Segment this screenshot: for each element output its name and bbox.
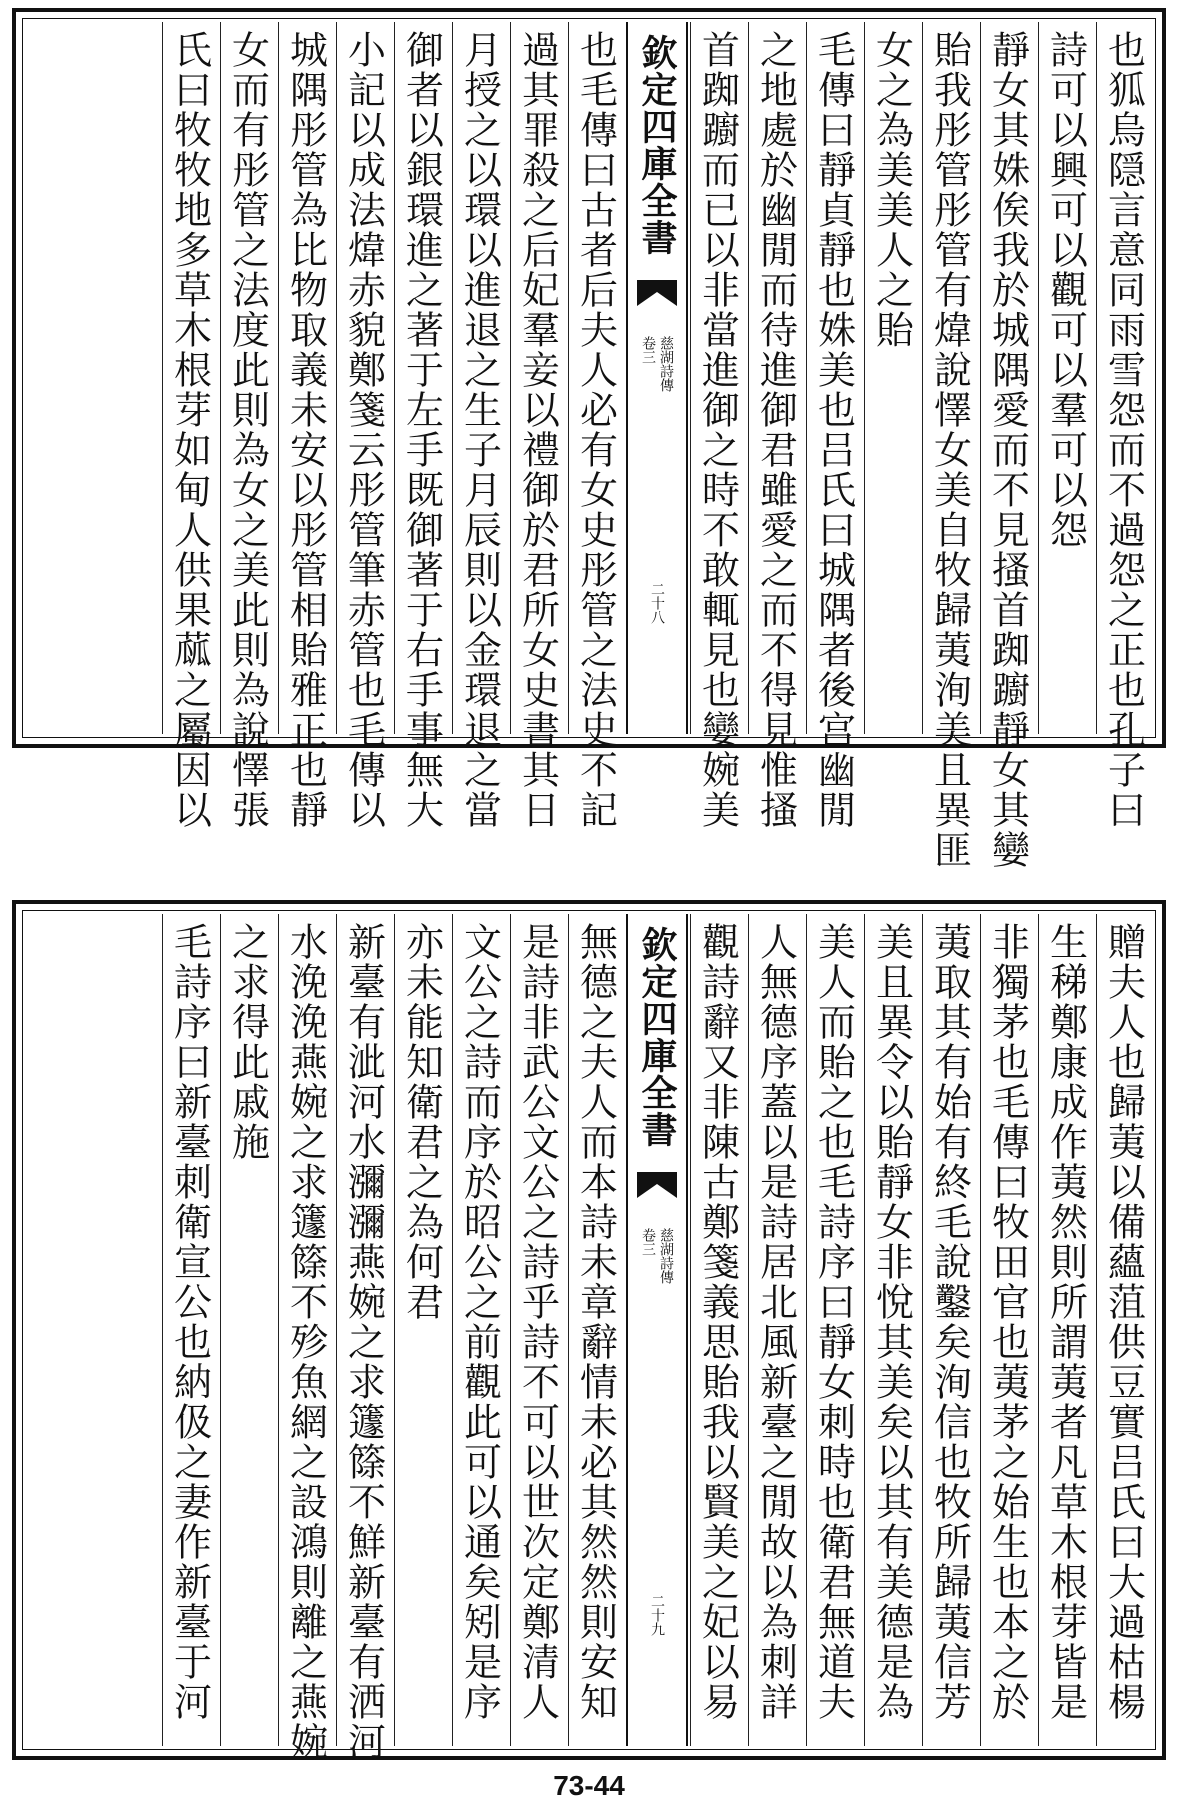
center-subtitle xyxy=(641,336,673,392)
text-column: 水浼浼燕婉之求籧篨不殄魚網之設鴻則離之燕婉 xyxy=(278,914,332,1746)
sub-title: 慈湖詩傳 xyxy=(658,1228,674,1284)
volume-label: 卷三 xyxy=(640,336,656,364)
text-column: 氏曰牧牧地多草木根芽如甸人供果蓏之屬因以 xyxy=(162,22,216,734)
text-column: 荑取其有始有終毛說鑿矣洵信也牧所歸荑信芳 xyxy=(922,914,976,1746)
text-column: 小記以成法煒赤貌鄭箋云彤管筆赤管也毛傳以 xyxy=(336,22,390,734)
text-column: 亦未能知衛君之為何君 xyxy=(394,914,448,1746)
text-column: 之求得此戚施 xyxy=(220,914,274,1746)
book-title: 欽定四庫全書 xyxy=(636,926,678,1148)
folio-number: 二十九 xyxy=(649,1594,665,1636)
center-subtitle xyxy=(641,1228,673,1284)
text-column: 詩可以興可以觀可以羣可以怨 xyxy=(1038,22,1092,734)
text-column: 人無德序蓋以是詩居北風新臺之閒故以為刺詳 xyxy=(748,914,802,1746)
text-column: 月授之以環以進退之生子月辰則以金環退之當 xyxy=(452,22,506,734)
text-column: 美且異令以貽靜女非悅其美矣以其有美德是為 xyxy=(864,914,918,1746)
text-column: 贈夫人也歸荑以備蘊菹供豆實吕氏曰大過枯楊 xyxy=(1096,914,1150,1746)
text-column: 城隅彤管為比物取義未安以彤管相貽雅正也靜 xyxy=(278,22,332,734)
bottom-page-half xyxy=(12,900,1166,1760)
center-band xyxy=(626,914,688,1746)
text-column: 無德之夫人而本詩未章辭情未必其然然則安知 xyxy=(568,914,622,1746)
fish-tail-ornament xyxy=(637,280,677,308)
text-column: 御者以銀環進之著于左手既御著于右手事無大 xyxy=(394,22,448,734)
top-page-half xyxy=(12,8,1166,870)
page-number: 73-44 xyxy=(553,1770,625,1801)
center-band xyxy=(626,22,688,734)
text-column: 美人而貽之也毛詩序曰靜女刺時也衛君無道夫 xyxy=(806,914,860,1746)
text-column: 女而有彤管之法度此則為女之美此則為說懌張 xyxy=(220,22,274,734)
text-column: 是詩非武公文公之詩乎詩不可以世次定鄭清人 xyxy=(510,914,564,1746)
text-column: 觀詩辭又非陳古鄭箋義思貽我以賢美之妃以易 xyxy=(690,914,744,1746)
text-column: 之地處於幽閒而待進御君雖愛之而不得見惟搔 xyxy=(748,22,802,734)
text-column: 也毛傳曰古者后夫人必有女史彤管之法史不記 xyxy=(568,22,622,734)
volume-label: 卷三 xyxy=(640,1228,656,1256)
sub-title: 慈湖詩傳 xyxy=(658,336,674,392)
text-column: 文公之詩而序於昭公之前觀此可以通矣矧是序 xyxy=(452,914,506,1746)
text-column: 女之為美美人之貽 xyxy=(864,22,918,734)
text-column: 新臺有泚河水瀰瀰燕婉之求籧篨不鮮新臺有洒河 xyxy=(336,914,390,1746)
text-column: 首踟躕而已以非當進御之時不敢輒見也孌婉美 xyxy=(690,22,744,734)
text-column: 也狐烏隠言意同雨雪怨而不過怨之正也孔子曰 xyxy=(1096,22,1150,734)
text-column: 過其罪殺之后妃羣妾以禮御於君所女史書其日 xyxy=(510,22,564,734)
book-title: 欽定四庫全書 xyxy=(636,34,678,256)
text-column: 靜女其姝俟我於城隅愛而不見搔首踟躕靜女其孌 xyxy=(980,22,1034,734)
text-column: 貽我彤管彤管有煒說懌女美自牧歸荑洵美且異匪 xyxy=(922,22,976,734)
fish-tail-ornament xyxy=(637,1172,677,1200)
text-column: 生稊鄭康成作荑然則所謂荑者凡草木根芽皆是 xyxy=(1038,914,1092,1746)
text-column: 毛詩序曰新臺刺衛宣公也納伋之妻作新臺于河 xyxy=(162,914,216,1746)
folio-number: 二十八 xyxy=(649,582,665,624)
text-column: 毛傳曰靜貞靜也姝美也吕氏曰城隅者後宫幽閒 xyxy=(806,22,860,734)
text-column: 非獨茅也毛傳曰牧田官也荑茅之始生也本之於 xyxy=(980,914,1034,1746)
